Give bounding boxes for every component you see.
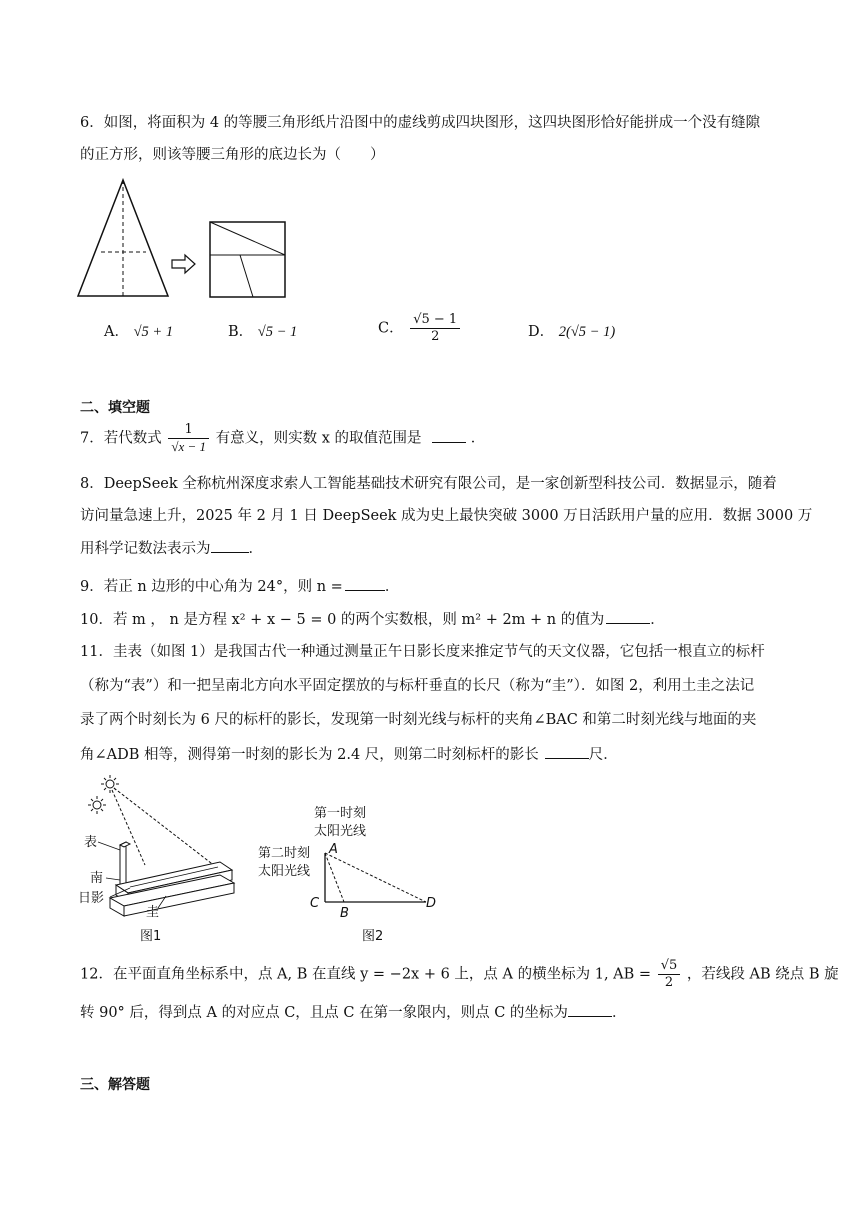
fig1-caption: 图1 (140, 929, 162, 944)
sun-icon-2 (88, 796, 106, 814)
hollow-arrow-icon (172, 255, 195, 273)
fig2-geometry (325, 853, 426, 902)
q12-line1-post: ，若线段 AB 绕点 B 旋 (686, 966, 839, 983)
q11-answer-blank[interactable] (545, 744, 589, 759)
q8-text-line1: 8．DeepSeek 全称杭州深度求索人工智能基础技术研究有限公司，是一家创新型科技公司．数据显示，随着 (80, 476, 777, 492)
q11-text-line3: 录了两个时刻长为 6 尺的标杆的影长，发现第一时刻光线与标杆的夹角∠BAC 和第二时刻光线与地面的夹 (80, 712, 757, 728)
q12-line2-text: 转 90° 后，得到点 A 的对应点 C，且点 C 在第一象限内，则点 C 的坐标为 (80, 1005, 568, 1021)
fig2-point-a: A (329, 842, 338, 857)
fig2-point-d: D (426, 896, 437, 911)
q11-text-line1: 11．圭表（如图 1）是我国古代一种通过测量正午日影长度来推定节气的天文仪器，它包括一根直立的标杆 (80, 644, 765, 660)
q11-line4-text: 角∠ADB 相等，测得第一时刻的影长为 2.4 尺，则第二时刻标杆的影长 (80, 747, 539, 763)
choice-c-label: C． (378, 320, 404, 337)
choice-b-label: B． (228, 324, 254, 340)
choice-b-value: √5 − 1 (257, 324, 298, 340)
q7-numerator: 1 (168, 422, 209, 439)
fig2-caption: 图2 (362, 929, 384, 944)
q12-numerator: √5 (658, 958, 681, 975)
q12-end: ． (611, 1005, 627, 1021)
fig1-label-nan: 南 (90, 871, 104, 886)
q6-choice-a[interactable] (104, 322, 173, 342)
q11-text-line2: （称为“表”）和一把呈南北方向水平固定摆放的与标杆垂直的长尺（称为“圭”）．如图 2，利用土圭之法记 (80, 678, 755, 694)
q8-end: ． (248, 541, 263, 557)
q7-pre: 7．若代数式 (80, 430, 162, 447)
q7-fraction (168, 422, 209, 455)
choice-c-denominator: 2 (431, 329, 440, 344)
choice-c-fraction (410, 312, 460, 345)
q12-line1-pre: 12．在平面直角坐标系中，点 A, B 在直线 y = −2x + 6 上，点 A 的横坐标为 1, AB = (80, 966, 652, 983)
fig2-first-label-2: 太阳光线 (314, 824, 367, 839)
q6-choice-c[interactable] (378, 312, 462, 345)
fig1-label-riying: 日影 (78, 891, 105, 906)
section-3-heading: 三、解答题 (80, 1077, 150, 1093)
isosceles-triangle (78, 180, 168, 296)
q9-answer-blank[interactable] (345, 576, 385, 591)
fig2-second-label-1: 第二时刻 (258, 846, 311, 861)
q12-denominator: 2 (664, 975, 674, 990)
q6-text-line1: 6．如图，将面积为 4 的等腰三角形纸片沿图中的虚线剪成四块图形，这四块图形恰好能拼成一个没有缝隙 (80, 115, 761, 131)
q12-text-line2 (80, 1002, 626, 1023)
q7-text (80, 422, 485, 455)
q6-choice-d[interactable] (528, 322, 615, 342)
choice-c-numerator: √5 − 1 (410, 312, 460, 329)
sun-icon-1 (101, 775, 119, 793)
fig2-second-label-2: 太阳光线 (258, 864, 311, 879)
fig2-point-b: B (340, 906, 349, 921)
section-2-heading: 二、填空题 (80, 400, 150, 416)
q8-line3-text: 用科学记数法表示为 (80, 541, 211, 557)
sun-rays (112, 788, 220, 870)
choice-a-value: √5 + 1 (133, 324, 174, 340)
q6-text-line2: 的正方形，则该等腰三角形的底边长为（ ） (80, 147, 385, 163)
q12-answer-blank[interactable] (568, 1002, 612, 1017)
choice-d-label: D． (528, 324, 555, 340)
q12-text-line1 (80, 958, 839, 991)
q10-answer-blank[interactable] (606, 609, 650, 624)
fig2-first-label-1: 第一时刻 (314, 806, 367, 821)
q11-figure-1 (70, 770, 250, 945)
q11-end: 尺． (588, 747, 618, 763)
q11-figure-2 (250, 795, 450, 945)
q8-answer-blank[interactable] (211, 538, 249, 553)
gnomon-instrument (110, 842, 234, 916)
q7-end: ． (470, 430, 486, 447)
q11-text-line4 (80, 744, 618, 765)
choice-a-label: A． (104, 324, 129, 340)
choice-d-value: 2(√5 − 1) (558, 324, 616, 340)
q7-denominator: √x − 1 (171, 439, 207, 454)
q6-figure (70, 175, 340, 305)
assembled-square (210, 222, 285, 297)
q9-end: ． (384, 579, 400, 595)
fig1-label-gui: 圭 (146, 905, 160, 920)
q8-text-line2: 访问量急速上升，2025 年 2 月 1 日 DeepSeek 成为史上最快突破 3000 万日活跃用户量的应用．数据 3000 万 (80, 508, 813, 524)
q6-choice-b[interactable] (228, 322, 297, 342)
q10-end: ． (650, 612, 665, 628)
q9-pre: 9．若正 n 边形的中心角为 24°，则 n = (80, 579, 343, 595)
q7-post: 有意义，则实数 x 的取值范围是 (215, 430, 422, 447)
q9-text (80, 576, 399, 597)
q10-text (80, 609, 665, 630)
q12-fraction (658, 958, 681, 991)
q10-pre: 10．若 m ， n 是方程 x² + x − 5 = 0 的两个实数根，则 m² + 2m + n 的值为 (80, 612, 605, 628)
fig2-point-c: C (310, 896, 320, 911)
q7-answer-blank[interactable] (432, 428, 466, 443)
q8-text-line3 (80, 538, 263, 559)
fig1-label-biao: 表 (84, 835, 98, 850)
